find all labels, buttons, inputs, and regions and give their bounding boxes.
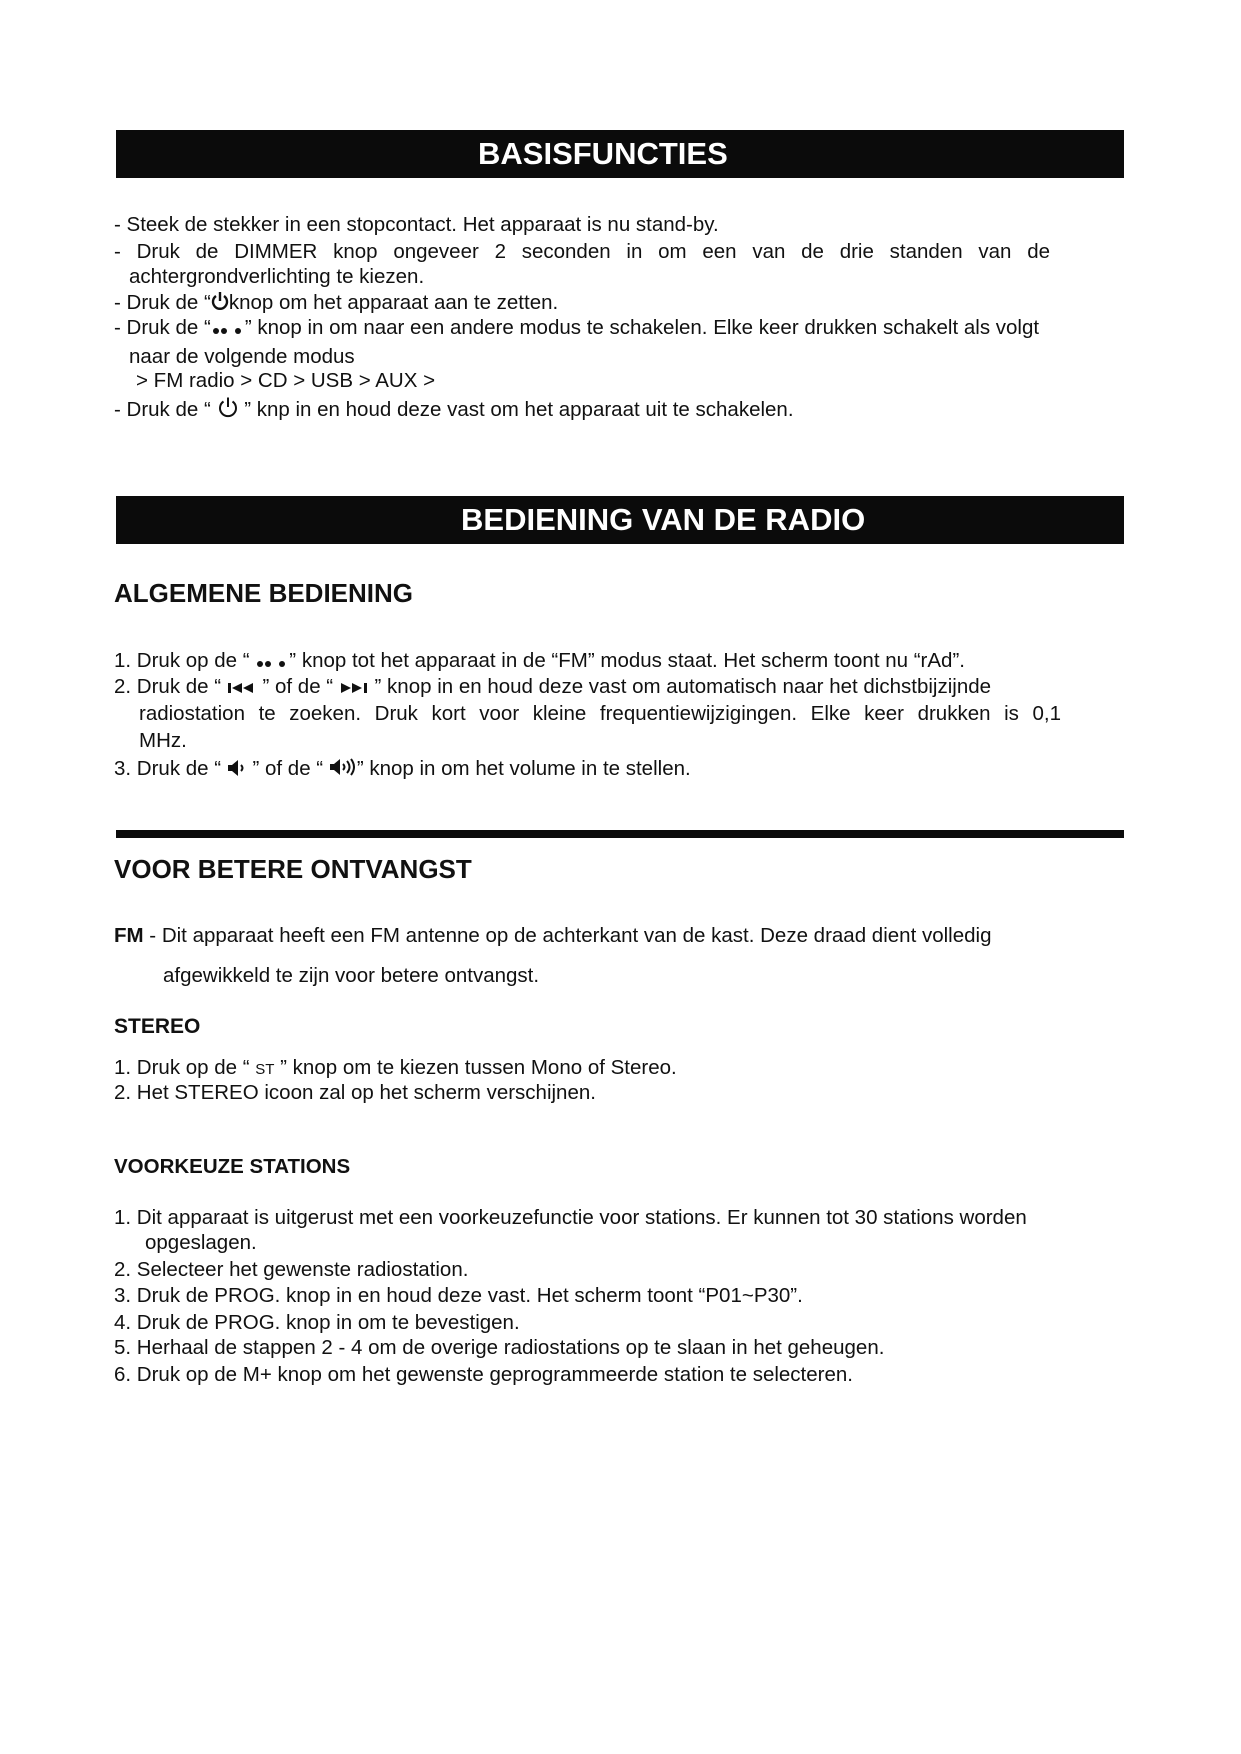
volume-down-icon <box>227 759 247 783</box>
section-banner-radio <box>116 496 1124 544</box>
text-line: - Druk de “ ” knop in om naar een andere modus te schakelen. Elke keer drukken schakelt als volgt <box>114 316 1039 342</box>
mode-sequence: > FM radio > CD > USB > AUX > <box>136 369 436 392</box>
list-item: 3. Druk de PROG. knop in en houd deze vast. Het scherm toont “P01~P30”. <box>114 1284 803 1307</box>
list-item-continued: MHz. <box>139 729 187 752</box>
list-item: 6. Druk op de M+ knop om het gewenste geprogrammeerde station te selecteren. <box>114 1363 853 1386</box>
list-item: 2. Selecteer het gewenste radiostation. <box>114 1258 469 1281</box>
section-title: BASISFUNCTIES <box>478 136 728 171</box>
minor-heading: VOORKEUZE STATIONS <box>114 1155 351 1178</box>
subsection-heading: ALGEMENE BEDIENING <box>114 578 414 608</box>
minor-heading: STEREO <box>114 1015 201 1038</box>
power-icon <box>217 396 239 424</box>
fm-label: FM <box>114 924 144 947</box>
list-item: 3. Druk de “ ” of de “ ” knop in om het volume in te stellen. <box>114 757 691 783</box>
power-icon <box>211 291 229 317</box>
list-item: 1. Dit apparaat is uitgerust met een voorkeuzefunctie voor stations. Er kunnen tot 30 stations worden <box>114 1206 1027 1229</box>
skip-forward-icon <box>339 677 369 701</box>
list-item: 2. Het STEREO icoon zal op het scherm verschijnen. <box>114 1081 596 1104</box>
list-item: 5. Herhaal de stappen 2 - 4 om de overige radiostations op te slaan in het geheugen. <box>114 1336 885 1359</box>
list-item: 1. Druk op de “ ” knop tot het apparaat in de “FM” modus staat. Het scherm toont nu “rAd”. <box>114 649 965 675</box>
mode-dots-icon <box>211 318 245 342</box>
list-item-continued: radiostation te zoeken. Druk kort voor kleine frequentiewijzigingen. Elke keer drukken is 0,1 <box>139 702 1061 725</box>
volume-up-icon <box>329 757 357 783</box>
skip-back-icon <box>227 677 257 701</box>
subsection-heading: VOOR BETERE ONTVANGST <box>114 854 472 884</box>
text-line: - Druk de “ ” knp in en houd deze vast om het apparaat uit te schakelen. <box>114 396 794 424</box>
st-button-label: ST <box>255 1061 275 1078</box>
section-banner-basisfuncties <box>116 130 1124 178</box>
list-item: 4. Druk de PROG. knop in om te bevestigen. <box>114 1311 520 1334</box>
fm-note: FM - Dit apparaat heeft een FM antenne op de achterkant van de kast. Deze draad dient volledig <box>114 924 992 947</box>
mode-dots-icon <box>255 651 289 675</box>
text-line: achtergrondverlichting te kiezen. <box>129 265 425 288</box>
text-line: naar de volgende modus <box>129 345 355 368</box>
list-item: 2. Druk de “ ” of de “ ” knop in en houd deze vast om automatisch naar het dichstbijzijnde <box>114 675 991 701</box>
section-title: BEDIENING VAN DE RADIO <box>461 502 866 537</box>
list-item-continued: opgeslagen. <box>145 1231 257 1254</box>
section-divider <box>116 830 1124 838</box>
text-line: - Druk de DIMMER knop ongeveer 2 seconden in om een van de drie standen van de <box>114 240 1050 263</box>
fm-note-continued: afgewikkeld te zijn voor betere ontvangst. <box>163 964 540 987</box>
list-item: 1. Druk op de “ ST ” knop om te kiezen tussen Mono of Stereo. <box>114 1056 677 1079</box>
text-line: - Steek de stekker in een stopcontact. Het apparaat is nu stand-by. <box>114 213 719 236</box>
text-line: - Druk de “ knop om het apparaat aan te zetten. <box>114 291 558 317</box>
